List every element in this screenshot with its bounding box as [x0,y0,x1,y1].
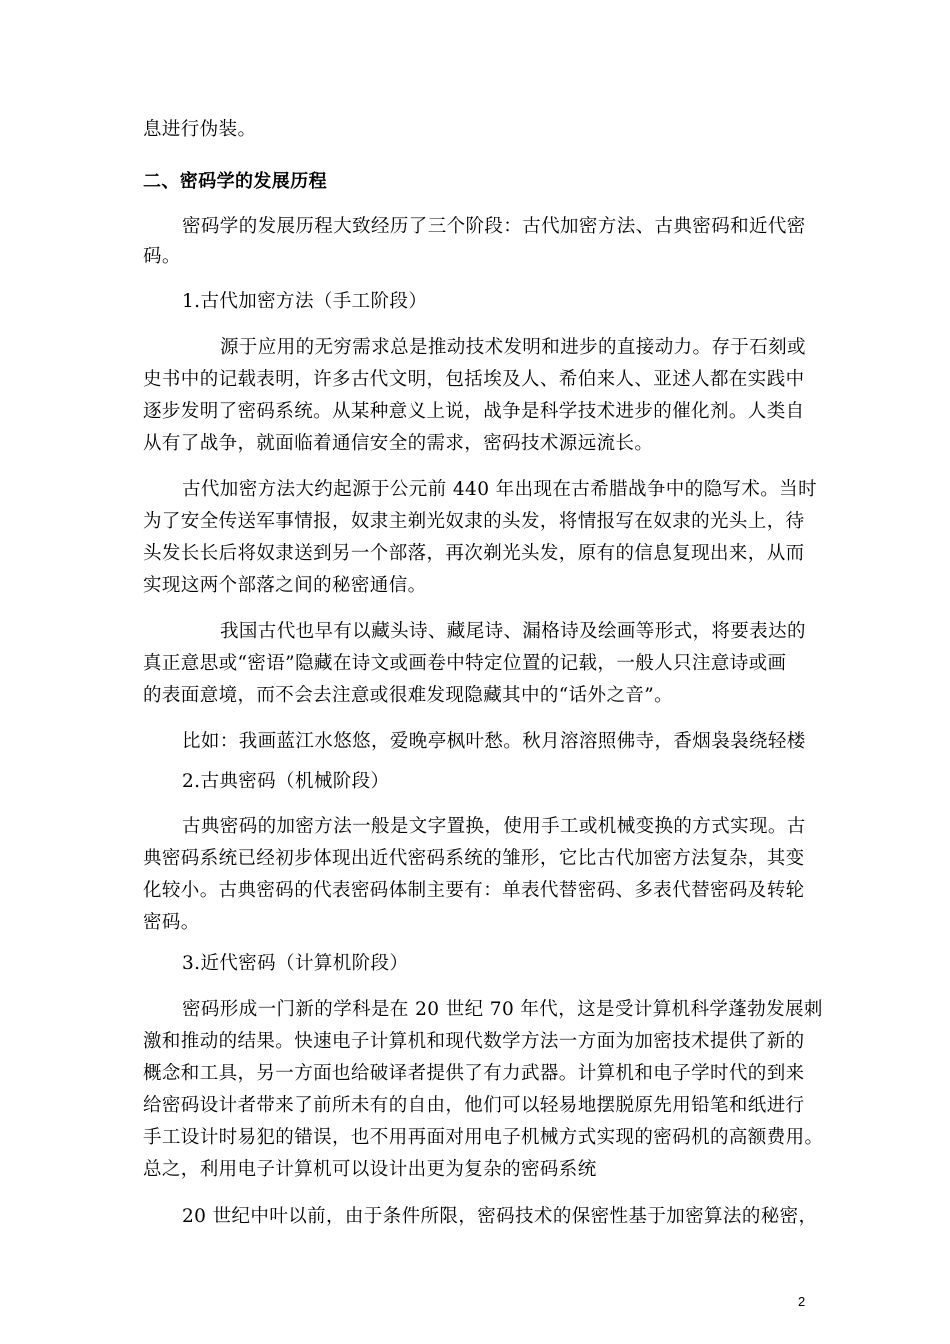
section-heading: 二、密码学的发展历程 [143,171,327,192]
paragraph-line: 真正意思或“密语”隐藏在诗文或画卷中特定位置的记载，一般人只注意诗或画 [143,653,787,674]
paragraph-line: 码。 [143,246,181,267]
paragraph-line: 密码学的发展历程大致经历了三个阶段：古代加密方法、古典密码和近代密 [182,216,806,237]
paragraph-line: 从有了战争，就面临着通信安全的需求，密码技术源远流长。 [143,433,654,454]
paragraph-line: 密码。 [143,912,200,933]
paragraph-line: 典密码系统已经初步体现出近代密码系统的雏形，它比古代加密方法复杂，其变 [143,848,805,869]
paragraph-line: 史书中的记载表明，许多古代文明，包括埃及人、希伯来人、亚述人都在实践中 [143,369,805,390]
paragraph-line: 激和推动的结果。快速电子计算机和现代数学方法一方面为加密技术提供了新的 [143,1031,805,1052]
subsection-heading: 1.古代加密方法（手工阶段） [182,291,428,312]
paragraph-line: 为了安全传送军事情报，奴隶主剃光奴隶的头发，将情报写在奴隶的光头上，待 [143,511,805,532]
paragraph-line: 息进行伪装。 [143,119,257,140]
paragraph-line: 总之，利用电子计算机可以设计出更为复杂的密码系统 [143,1159,597,1180]
paragraph-line: 概念和工具，另一方面也给破译者提供了有力武器。计算机和电子学时代的到来 [143,1063,805,1084]
paragraph-line: 古典密码的加密方法一般是文字置换，使用手工或机械变换的方式实现。古 [182,816,806,837]
paragraph-line: 化较小。古典密码的代表密码体制主要有：单表代替密码、多表代替密码及转轮 [143,880,805,901]
subsection-heading: 2.古典密码（机械阶段） [182,771,390,792]
paragraph-line: 密码形成一门新的学科是在 20 世纪 70 年代，这是受计算机科学蓬勃发展刺 [182,999,823,1020]
page-number: 2 [798,1294,806,1309]
paragraph-line: 古代加密方法大约起源于公元前 440 年出现在古希腊战争中的隐写术。当时 [182,479,817,500]
paragraph-line: 的表面意境，而不会去注意或很难发现隐藏其中的“话外之音”。 [143,685,674,706]
paragraph-line: 我国古代也早有以藏头诗、藏尾诗、漏格诗及绘画等形式，将要表达的 [220,621,806,642]
poem-example-line: 比如：我画蓝江水悠悠，爱晚亭枫叶愁。秋月溶溶照佛寺，香烟袅袅绕轻楼 [182,731,806,752]
paragraph-line: 头发长长后将奴隶送到另一个部落，再次剃光头发，原有的信息复现出来，从而 [143,543,805,564]
paragraph-line: 源于应用的无穷需求总是推动技术发明和进步的直接动力。存于石刻或 [220,337,806,358]
paragraph-line: 手工设计时易犯的错误，也不用再面对用电子机械方式实现的密码机的高额费用。 [143,1127,824,1148]
paragraph-line: 20 世纪中叶以前，由于条件所限，密码技术的保密性基于加密算法的秘密， [182,1206,818,1227]
subsection-heading: 3.近代密码（计算机阶段） [182,953,409,974]
paragraph-line: 实现这两个部落之间的秘密通信。 [143,575,427,596]
paragraph-line: 逐步发明了密码系统。从某种意义上说，战争是科学技术进步的催化剂。人类自 [143,401,805,422]
paragraph-line: 给密码设计者带来了前所未有的自由，他们可以轻易地摆脱原先用铅笔和纸进行 [143,1095,805,1116]
